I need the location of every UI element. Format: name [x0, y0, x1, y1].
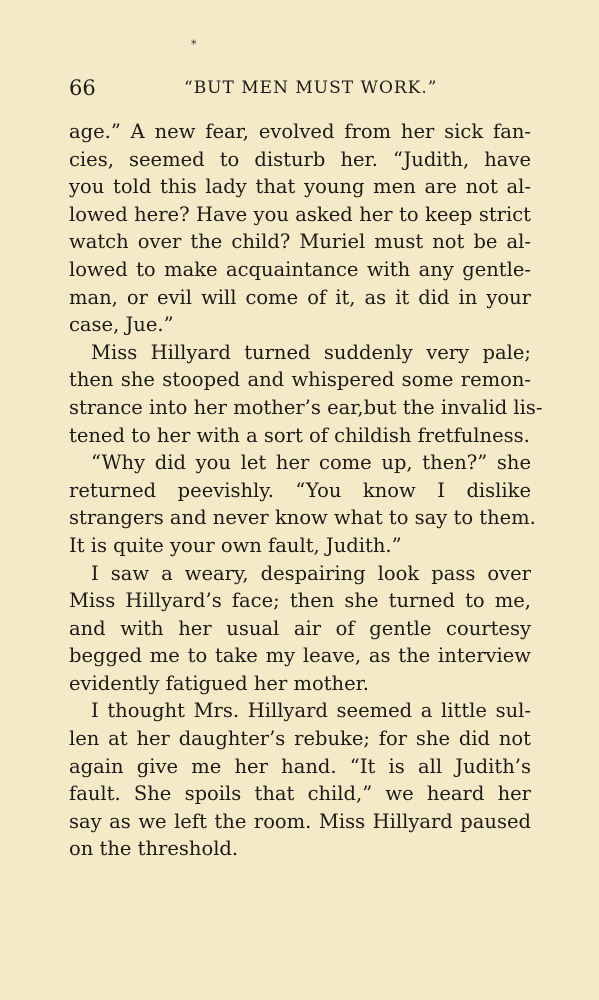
text-line: fault. She spoils that child,” we heard her [69, 782, 531, 806]
printer-ornament: * [191, 38, 197, 51]
text-line: case, Jue.” [69, 313, 174, 337]
text-line: you told this lady that young men are not al- [69, 175, 531, 199]
text-line: returned peevishly. “You know I dislike [69, 478, 531, 502]
text-line: man, or evil will come of it, as it did in your [69, 285, 531, 309]
text-line: strance into her mother’s ear,but the invalid lis- [69, 395, 543, 419]
text-line: say as we left the room. Miss Hillyard paused [69, 809, 531, 833]
text-line: “Why did you let her come up, then?” she [91, 451, 531, 475]
text-line: Miss Hillyard’s face; then she turned to me, [69, 589, 531, 613]
text-line: cies, seemed to disturb her. “Judith, have [69, 147, 531, 171]
text-line: lowed here? Have you asked her to keep strict [69, 202, 531, 226]
text-line: strangers and never know what to say to them. [69, 506, 536, 530]
text-line: then she stooped and whispered some remon- [69, 368, 531, 392]
text-line: begged me to take my leave, as the interview [69, 644, 531, 668]
text-line: watch over the child? Muriel must not be al- [69, 230, 531, 254]
text-line: evidently fatigued her mother. [69, 671, 370, 695]
text-line: I saw a weary, despairing look pass over [91, 561, 531, 585]
text-line: I thought Mrs. Hillyard seemed a little sul- [91, 699, 531, 723]
body-text [69, 118, 543, 863]
text-line: len at her daughter’s rebuke; for she did not [69, 727, 531, 751]
text-line: It is quite your own fault, Judith.” [69, 533, 402, 557]
text-line: on the threshold. [69, 837, 239, 861]
text-line: age.” A new fear, evolved from her sick fan- [69, 120, 531, 143]
page-header [69, 76, 531, 104]
running-head: “BUT MEN MUST WORK.” [184, 78, 438, 98]
text-line: and with her usual air of gentle courtesy [69, 616, 531, 640]
page-number: 66 [69, 76, 96, 100]
text-line: Miss Hillyard turned suddenly very pale; [91, 340, 531, 364]
text-line: lowed to make acquaintance with any gentle- [69, 257, 531, 281]
text-line: tened to her with a sort of childish fretfulness. [69, 423, 530, 447]
text-line: again give me her hand. “It is all Judith’s [69, 754, 531, 778]
